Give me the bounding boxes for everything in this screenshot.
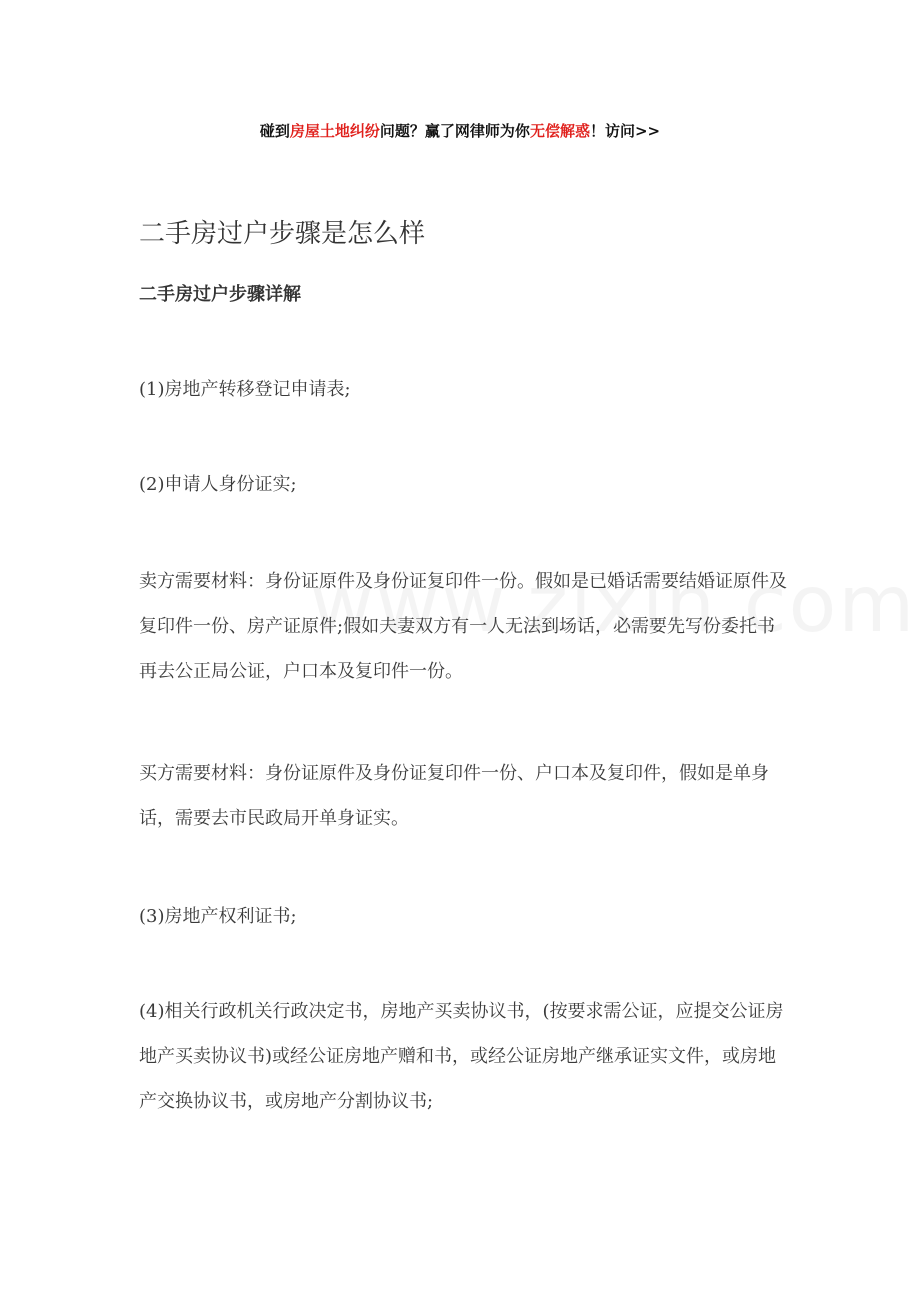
article-subtitle: 二手房过户步骤详解: [139, 284, 301, 305]
banner-highlight-topic[interactable]: 房屋土地纠纷: [289, 122, 380, 140]
article-title: 二手房过户步骤是怎么样: [139, 219, 426, 249]
banner-highlight-free: 无偿解惑: [529, 122, 590, 140]
banner-visit-link[interactable]: ！访问>>: [589, 122, 661, 140]
banner-text-1: 碰到: [259, 122, 290, 140]
article-paragraph: 卖方需要材料：身份证原件及身份证复印件一份。假如是已婚话需要结婚证原件及复印件一份、房产证原件;假如夫妻双方有一人无法到场话，必需要先写份委托书再去公正局公证，户口本及复印件一份。: [139, 571, 787, 682]
promo-banner[interactable]: [0, 120, 920, 142]
article-paragraph: (1)房地产转移登记申请表;: [139, 379, 351, 400]
article-paragraph: (2)申请人身份证实;: [139, 474, 297, 495]
banner-text-2: 问题？赢了网律师为你: [379, 122, 530, 140]
article-paragraph: (4)相关行政机关行政决定书，房地产买卖协议书，(按要求需公证，应提交公证房地产买卖协议书)或经公证房地产赠和书，或经公证房地产继承证实文件，或房地产交换协议书，或房地产分割协议书;: [139, 1001, 784, 1112]
article-paragraph: 买方需要材料：身份证原件及身份证复印件一份、户口本及复印件，假如是单身话，需要去市民政局开单身证实。: [139, 763, 769, 829]
article-paragraph: (3)房地产权利证书;: [139, 906, 297, 927]
